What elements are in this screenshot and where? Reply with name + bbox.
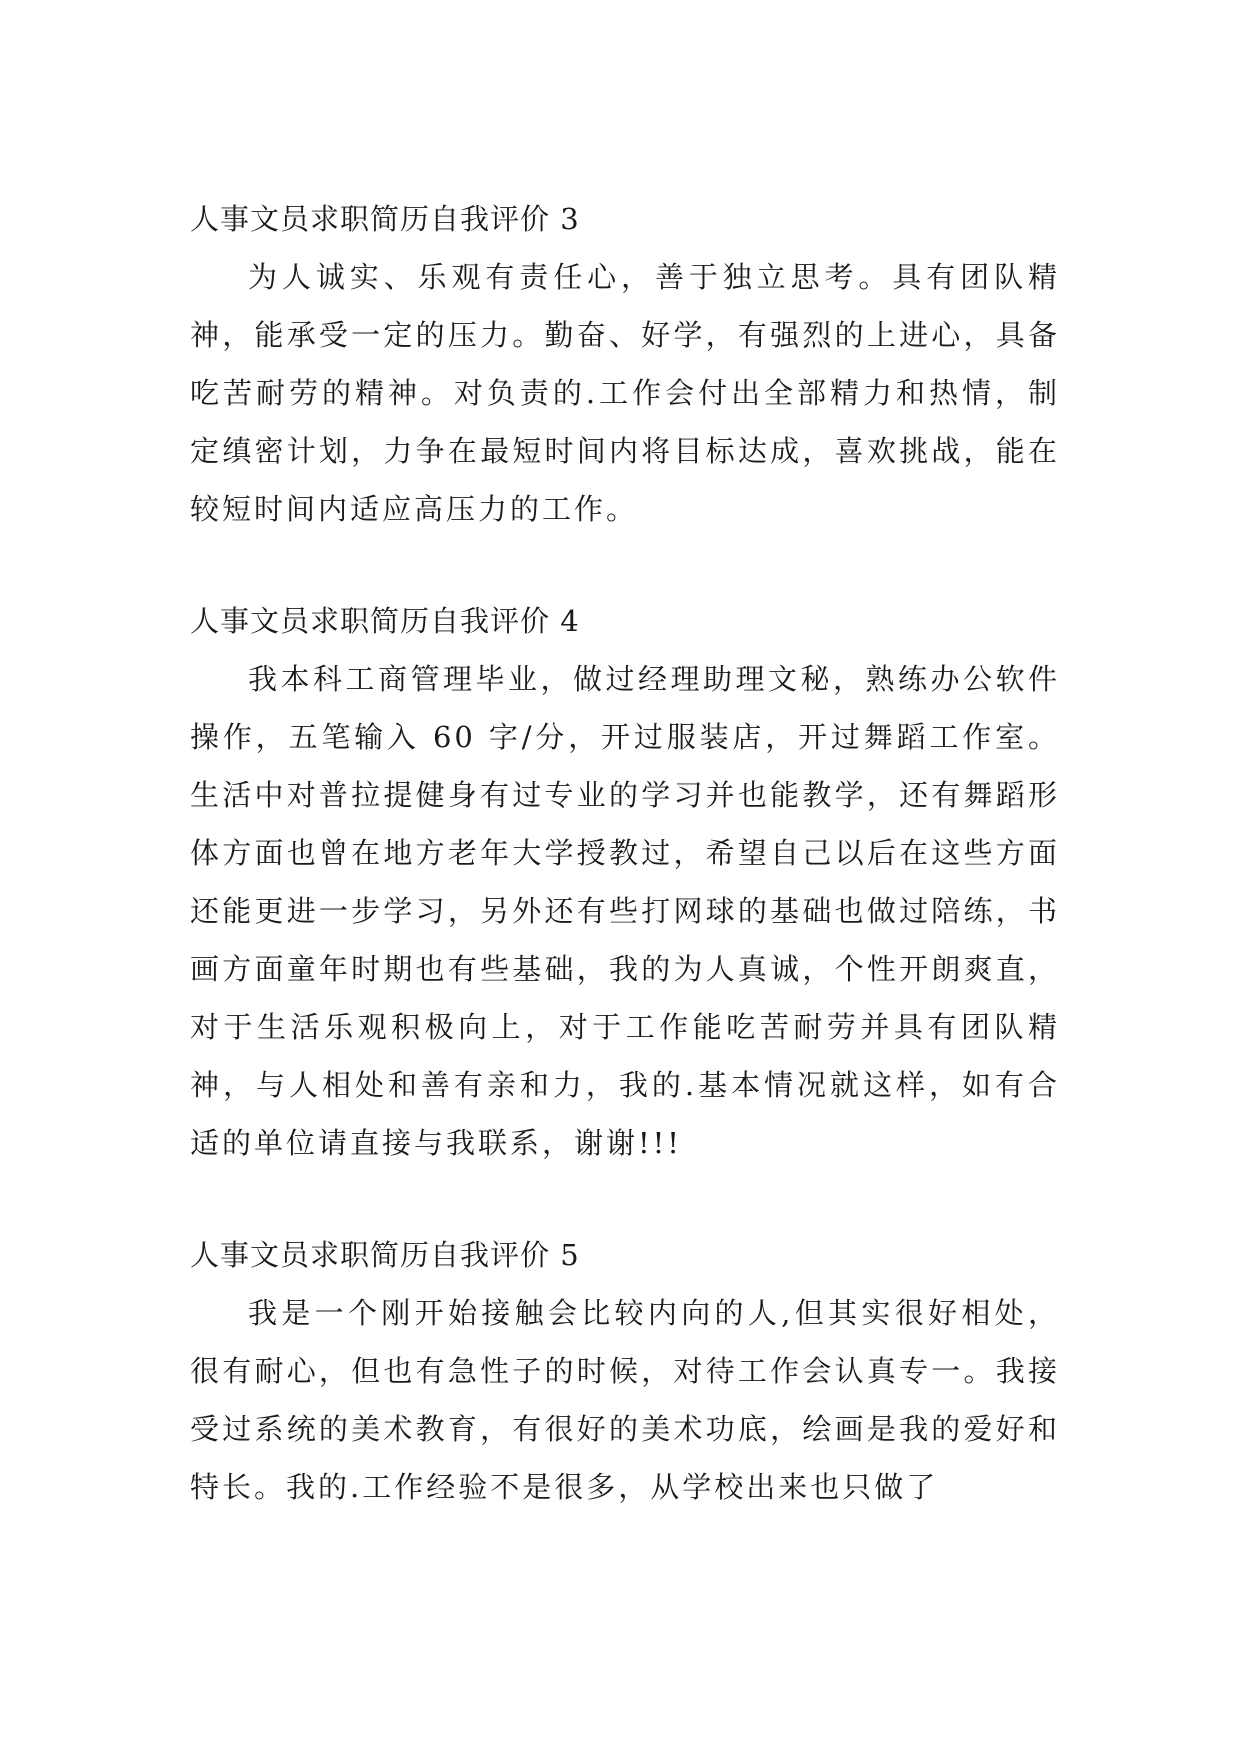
section-self-evaluation-3 xyxy=(190,190,1060,538)
section-heading: 人事文员求职简历自我评价 5 xyxy=(190,1238,580,1272)
section-self-evaluation-5 xyxy=(190,1226,1060,1516)
section-self-evaluation-4 xyxy=(190,592,1060,1172)
section-paragraph: 我是一个刚开始接触会比较内向的人,但其实很好相处，很有耐心，但也有急性子的时候，对待工作会认真专一。我接受过系统的美术教育，有很好的美术功底，绘画是我的爱好和特长。我的.工作经验不是很多，从学校出来也只做了 xyxy=(190,1296,1060,1504)
section-paragraph: 我本科工商管理毕业，做过经理助理文秘，熟练办公软件操作，五笔输入 60 字/分，开过服装店，开过舞蹈工作室。生活中对普拉提健身有过专业的学习并也能教学，还有舞蹈形体方面也曾在地方老年大学授教过，希望自己以后在这些方面还能更进一步学习，另外还有些打网球的基础也做过陪练，书画方面童年时期也有些基础，我的为人真诚，个性开朗爽直，对于生活乐观积极向上，对于工作能吃苦耐劳并具有团队精神，与人相处和善有亲和力，我的.基本情况就这样，如有合适的单位请直接与我联系，谢谢!!! xyxy=(190,662,1060,1160)
document-body xyxy=(190,190,1060,1570)
section-heading: 人事文员求职简历自我评价 3 xyxy=(190,202,580,236)
section-paragraph: 为人诚实、乐观有责任心，善于独立思考。具有团队精神，能承受一定的压力。勤奋、好学，有强烈的上进心，具备吃苦耐劳的精神。对负责的.工作会付出全部精力和热情，制定缜密计划，力争在最短时间内将目标达成，喜欢挑战，能在较短时间内适应高压力的工作。 xyxy=(190,260,1060,526)
section-heading: 人事文员求职简历自我评价 4 xyxy=(190,604,580,638)
